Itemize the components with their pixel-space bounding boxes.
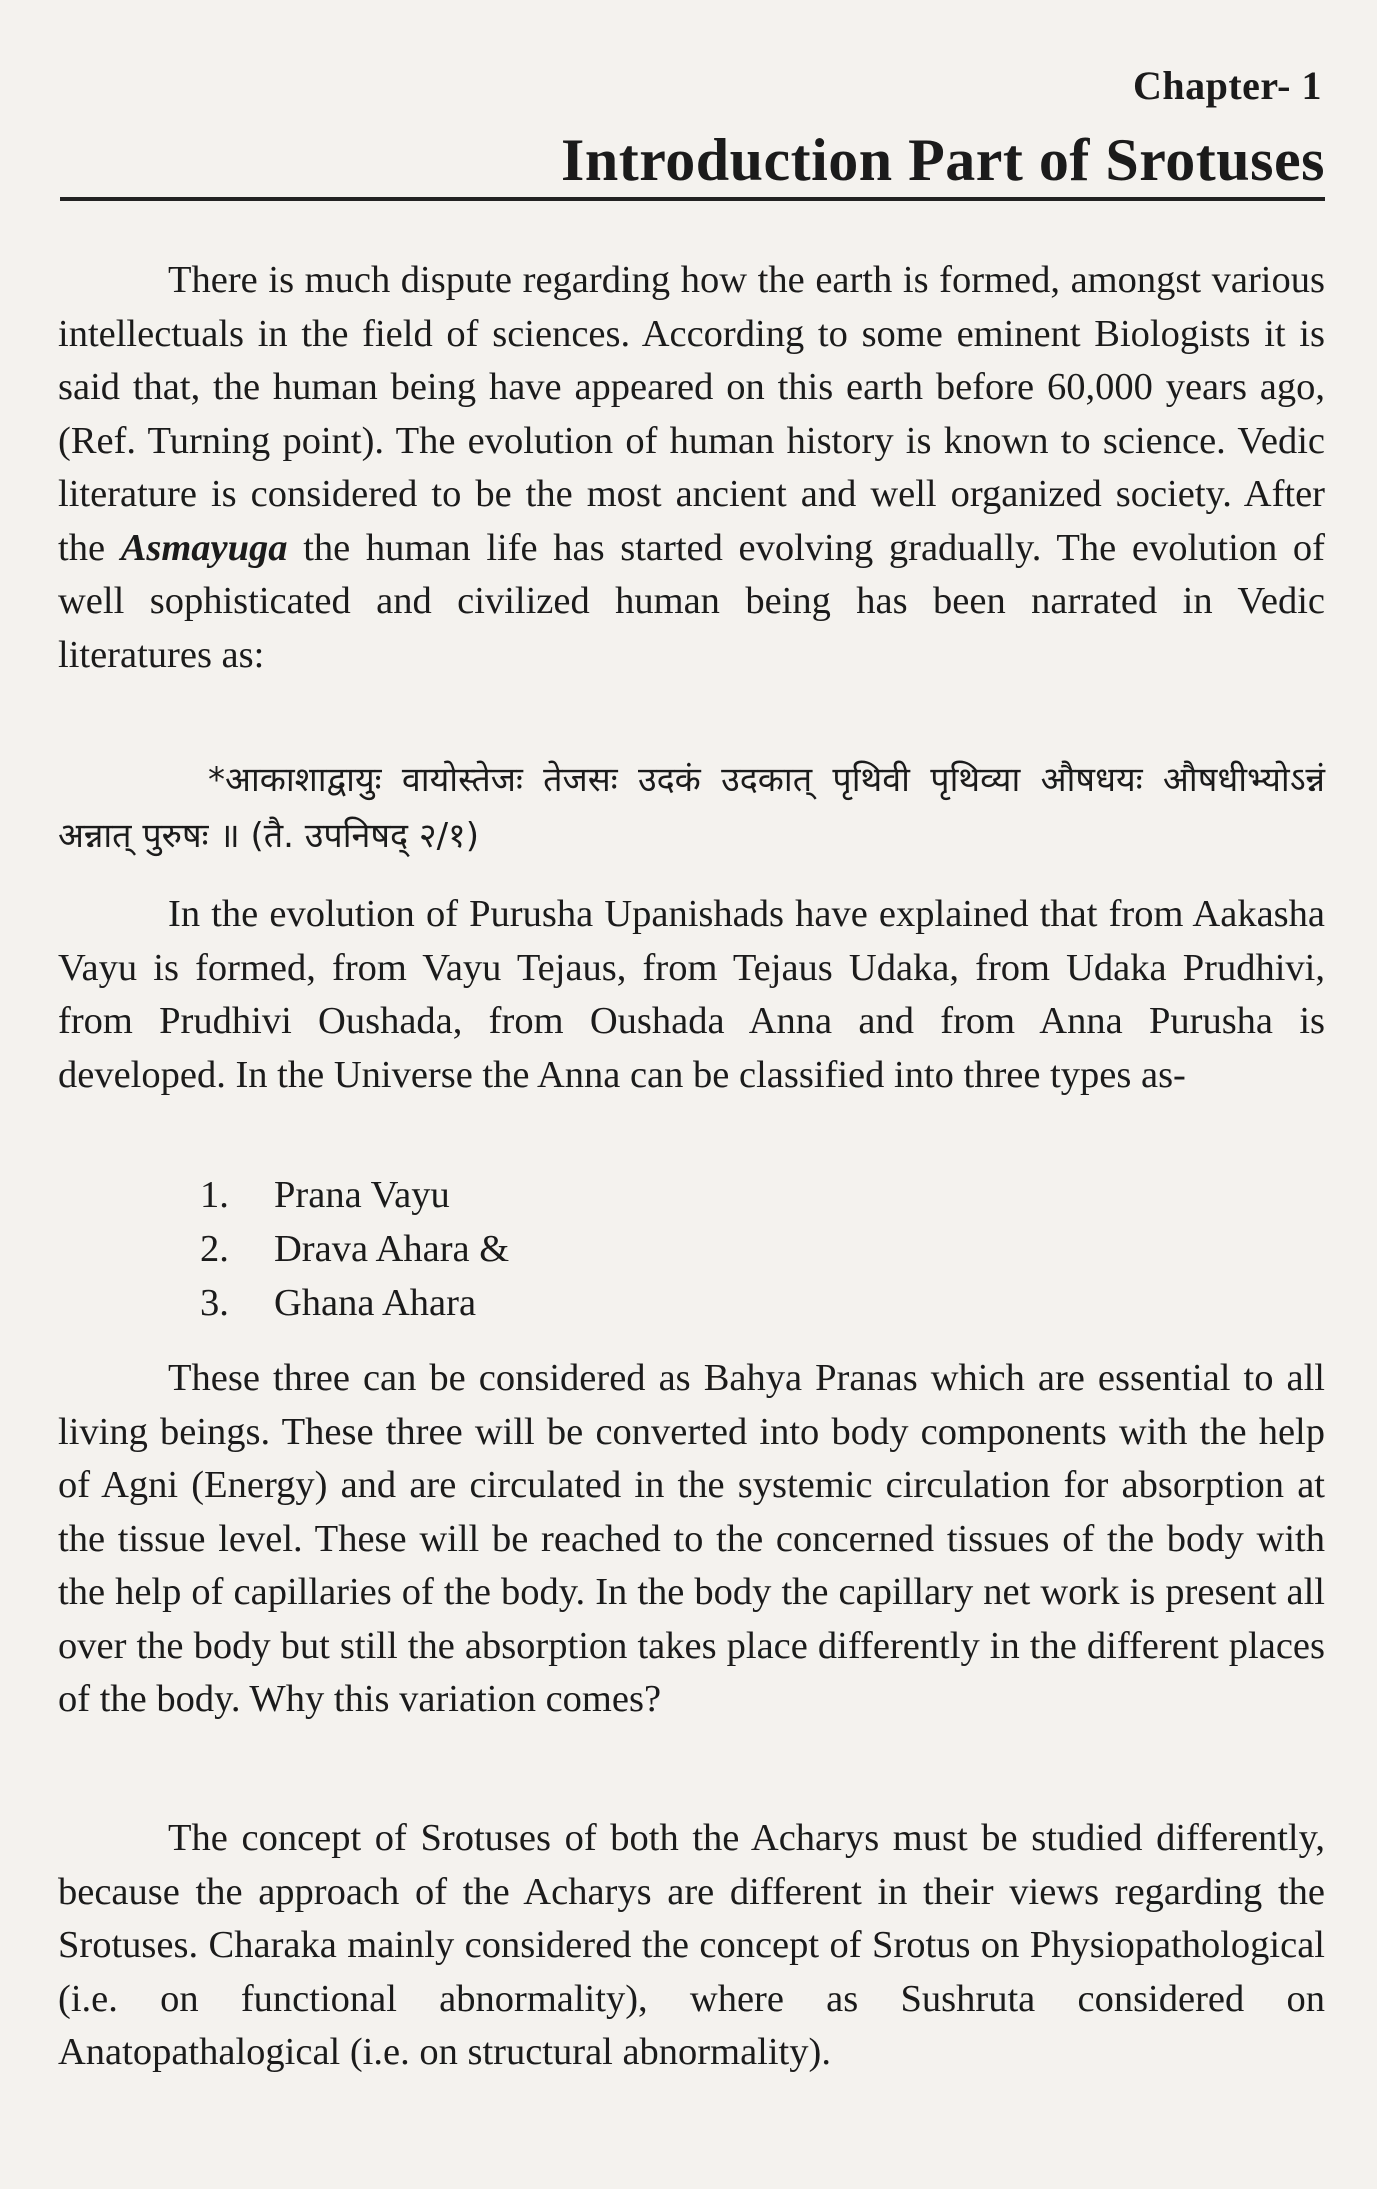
list-text: Prana Vayu bbox=[274, 1174, 450, 1216]
list-number: 1. bbox=[200, 1174, 229, 1216]
paragraph-intro bbox=[58, 254, 1325, 682]
paragraph-bahya-pranas: These three can be considered as Bahya Pranas which are essential to all living beings. These three will be converted into body components with the help of Agni (Energy) and are circulated in the systemic circulation for absorption at the tissue level. These will be reached to the concerned tissues of the body with the help of capillaries of the body. In the body the capillary net work is present all over the body but still the absorption takes place differently in the different places of the body. Why this variation comes? bbox=[58, 1357, 1325, 1720]
list-item bbox=[200, 1168, 509, 1222]
list-item bbox=[200, 1222, 509, 1276]
list-item bbox=[200, 1276, 509, 1330]
list-number: 2. bbox=[200, 1228, 229, 1270]
anna-types-list bbox=[200, 1168, 509, 1330]
sanskrit-verse: *आकाशाद्वायुः वायोस्तेजः तेजसः उदकं उदकात् पृथिवी पृथिव्या औषधयः औषधीभ्योऽन्नं अन्नात् पुरुषः ॥ (तै. उपनिषद् २/१) bbox=[58, 760, 1325, 856]
chapter-title: Introduction Part of Srotuses bbox=[561, 127, 1325, 193]
paragraph-srotuses-concept: The concept of Srotuses of both the Acharys must be studied differently, because the approach of the Acharys are different in their views regarding the Srotuses. Charaka mainly considered the concept of Srotus on Physiopathological (i.e. on functional abnormality), where as Sushruta considered on Anatopathalogical (i.e. on structural abnormality). bbox=[58, 1817, 1325, 2073]
list-text: Drava Ahara & bbox=[274, 1228, 510, 1270]
list-number: 3. bbox=[200, 1282, 229, 1324]
term-asmayuga: Asmayuga bbox=[120, 526, 288, 569]
chapter-number: Chapter- 1 bbox=[1132, 63, 1322, 108]
paragraph-intro-text-1: There is much dispute regarding how the earth is formed, amongst various intellectuals in the field of sciences. According to some eminent Biologists it is said that, the human being have appeared on this earth before 60,000 years ago, (Ref. Turning point). The evolution of human history is known to science. Vedic literature is considered to be the most ancient and well organized society. After the bbox=[58, 259, 1325, 569]
list-text: Ghana Ahara bbox=[274, 1282, 477, 1324]
paragraph-evolution: In the evolution of Purusha Upanishads have explained that from Aakasha Vayu is formed, from Vayu Tejaus, from Tejaus Udaka, from Udaka Prudhivi, from Prudhivi Oushada, from Oushada Anna and from Anna Purusha is developed. In the Universe the Anna can be classified into three types as- bbox=[58, 893, 1325, 1096]
title-underline bbox=[60, 197, 1325, 201]
paragraph-intro-text-2: the human life has started evolving gradually. The evolution of well sophisticated and civilized human being has been narrated in Vedic literatures as: bbox=[58, 526, 1326, 676]
